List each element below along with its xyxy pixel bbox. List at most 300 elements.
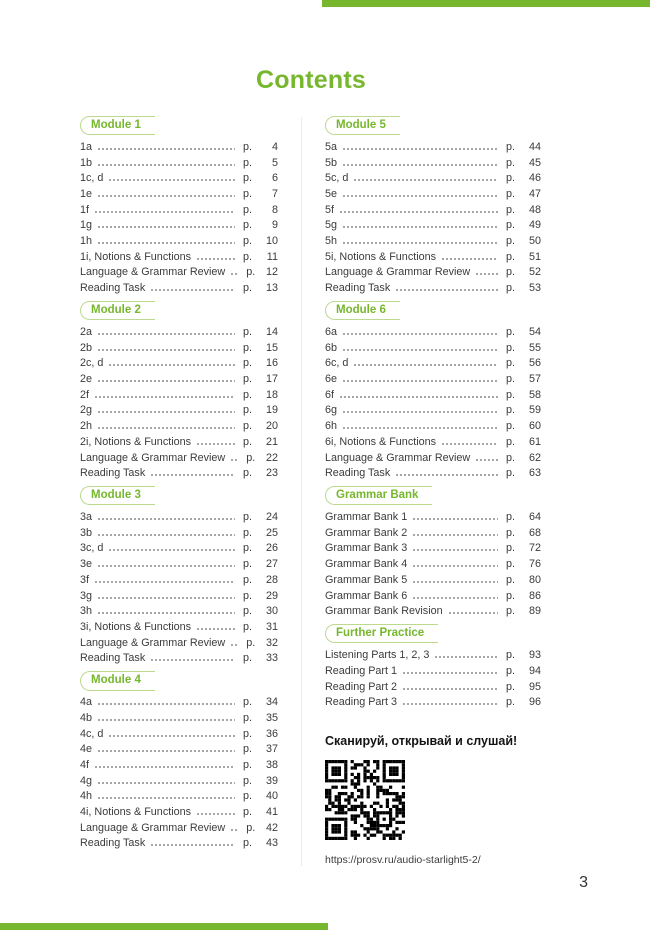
page-prefix: p. (506, 605, 516, 618)
entry-label: Grammar Bank Revision (325, 605, 443, 618)
dotted-leader (97, 164, 235, 166)
module-heading: Module 1 (80, 116, 155, 135)
dotted-leader (108, 179, 235, 181)
entry-page-number: 35 (265, 711, 278, 724)
toc-entry (80, 586, 278, 602)
toc-entry (325, 137, 541, 153)
entry-label: 6c, d (325, 357, 349, 370)
toc-entry (325, 507, 541, 523)
toc-entry (325, 231, 541, 247)
dotted-leader (402, 703, 498, 705)
entry-label: Grammar Bank 2 (325, 526, 408, 539)
audio-url: https://prosv.ru/audio-starlight5-2/ (325, 854, 481, 867)
dotted-leader (342, 164, 498, 166)
entry-label: 1i, Notions & Functions (80, 250, 192, 263)
entry-label: 1b (80, 156, 93, 169)
page-prefix: p. (243, 203, 253, 216)
toc-entry (325, 200, 541, 216)
entry-page-number: 68 (528, 526, 541, 539)
entry-page-number: 53 (528, 282, 541, 295)
dotted-leader (342, 195, 498, 197)
dotted-leader (342, 242, 498, 244)
page-prefix: p. (506, 420, 516, 433)
entry-page-number: 33 (265, 652, 278, 665)
entry-label: 5f (325, 203, 335, 216)
toc-entry (325, 247, 541, 263)
toc-section (325, 115, 541, 294)
entry-page-number: 42 (265, 821, 278, 834)
toc-entry (325, 464, 541, 480)
dotted-leader (412, 565, 498, 567)
entry-label: 3a (80, 511, 93, 524)
entry-label: 4g (80, 774, 93, 787)
toc-entry (80, 740, 278, 756)
page-prefix: p. (246, 636, 256, 649)
dotted-leader (97, 349, 235, 351)
page-prefix: p. (243, 435, 253, 448)
entry-page-number: 80 (528, 573, 541, 586)
entry-page-number: 26 (265, 542, 278, 555)
entry-page-number: 21 (265, 435, 278, 448)
page-prefix: p. (506, 696, 516, 709)
toc-entry (80, 633, 278, 649)
dotted-leader (441, 443, 498, 445)
entry-page-number: 9 (271, 219, 278, 232)
dotted-leader (97, 797, 235, 799)
entry-page-number: 7 (271, 187, 278, 200)
entry-label: 5e (325, 187, 338, 200)
audio-heading: Сканируй, открывай и слушай! (325, 734, 518, 749)
toc-entry (80, 649, 278, 665)
page-prefix: p. (243, 790, 253, 803)
page-prefix: p. (243, 727, 253, 740)
entry-page-number: 50 (528, 235, 541, 248)
dotted-leader (230, 644, 238, 646)
page-prefix: p. (243, 140, 253, 153)
entry-label: 2e (80, 373, 93, 386)
page-number: 3 (579, 874, 588, 891)
toc-entry (80, 617, 278, 633)
dotted-leader (441, 258, 498, 260)
page-prefix: p. (243, 837, 253, 850)
entry-label: Language & Grammar Review (325, 451, 471, 464)
toc-entry (325, 354, 541, 370)
entry-page-number: 43 (265, 837, 278, 850)
page-prefix: p. (243, 420, 253, 433)
entry-page-number: 56 (528, 357, 541, 370)
entry-page-number: 29 (265, 589, 278, 602)
toc-entry (80, 200, 278, 216)
page-prefix: p. (506, 649, 516, 662)
entry-page-number: 20 (265, 420, 278, 433)
entry-label: 1a (80, 140, 93, 153)
module-heading: Grammar Bank (325, 486, 432, 505)
dotted-leader (475, 459, 498, 461)
entry-page-number: 18 (265, 388, 278, 401)
toc-section (80, 485, 278, 664)
dotted-leader (230, 273, 238, 275)
entry-label: Grammar Bank 1 (325, 511, 408, 524)
dotted-leader (97, 226, 235, 228)
entry-page-number: 13 (265, 282, 278, 295)
entry-label: Reading Part 3 (325, 696, 398, 709)
entry-page-number: 58 (528, 388, 541, 401)
toc-entry (80, 184, 278, 200)
toc-entry (325, 338, 541, 354)
entry-page-number: 34 (265, 696, 278, 709)
page-prefix: p. (243, 187, 253, 200)
page-prefix: p. (243, 467, 253, 480)
entry-page-number: 96 (528, 696, 541, 709)
toc-section (325, 485, 541, 617)
toc-entry (325, 369, 541, 385)
dotted-leader (342, 427, 498, 429)
entry-page-number: 30 (265, 605, 278, 618)
toc-entry (80, 278, 278, 294)
page-prefix: p. (506, 467, 516, 480)
page-prefix: p. (506, 172, 516, 185)
toc-entry (80, 263, 278, 279)
toc-entry (325, 153, 541, 169)
dotted-leader (412, 597, 498, 599)
dotted-leader (97, 612, 235, 614)
entry-page-number: 32 (265, 636, 278, 649)
entry-page-number: 41 (265, 806, 278, 818)
entry-label: 4a (80, 696, 93, 709)
dotted-leader (108, 735, 235, 737)
audio-block (325, 734, 541, 866)
dotted-leader (97, 719, 235, 721)
entry-label: 5b (325, 156, 338, 169)
entry-page-number: 38 (265, 758, 278, 771)
entry-label: Reading Task (325, 282, 391, 295)
page-prefix: p. (243, 219, 253, 232)
toc-entry (80, 416, 278, 432)
entry-label: 4h (80, 790, 93, 803)
page-prefix: p. (506, 451, 516, 464)
dotted-leader (196, 443, 235, 445)
entry-label: 3g (80, 589, 93, 602)
entry-label: 6h (325, 420, 338, 433)
toc-entry (80, 169, 278, 185)
dotted-leader (196, 813, 235, 815)
dotted-leader (108, 549, 235, 551)
entry-label: Reading Part 2 (325, 680, 398, 693)
dotted-leader (97, 518, 235, 520)
entry-page-number: 54 (528, 326, 541, 338)
entry-label: 5a (325, 140, 338, 153)
toc-entry (325, 693, 541, 709)
dotted-leader (230, 829, 238, 831)
toc-entry (325, 645, 541, 661)
entry-page-number: 24 (265, 511, 278, 524)
entry-page-number: 47 (528, 187, 541, 200)
entry-label: 3h (80, 605, 93, 618)
toc-entry (325, 385, 541, 401)
entry-page-number: 61 (528, 435, 541, 448)
entry-page-number: 86 (528, 589, 541, 602)
dotted-leader (94, 211, 235, 213)
entry-page-number: 27 (265, 558, 278, 571)
page-prefix: p. (243, 373, 253, 386)
entry-label: Reading Task (325, 467, 391, 480)
dotted-leader (412, 534, 498, 536)
page-prefix: p. (506, 388, 516, 401)
entry-label: 3e (80, 558, 93, 571)
dotted-leader (94, 396, 235, 398)
entry-label: 2c, d (80, 357, 104, 370)
dotted-leader (97, 427, 235, 429)
entry-label: 5g (325, 219, 338, 232)
entry-label: Language & Grammar Review (80, 636, 226, 649)
entry-page-number: 37 (265, 743, 278, 756)
page-prefix: p. (506, 573, 516, 586)
dotted-leader (196, 258, 235, 260)
page-prefix: p. (243, 558, 253, 571)
page-prefix: p. (243, 573, 253, 586)
page-prefix: p. (243, 250, 253, 263)
dotted-leader (412, 549, 498, 551)
toc-entry (80, 231, 278, 247)
module-heading: Module 6 (325, 301, 400, 320)
toc-entry (80, 787, 278, 803)
entry-label: 2b (80, 341, 93, 354)
dotted-leader (97, 750, 235, 752)
entry-label: 6a (325, 326, 338, 338)
page-title: Contents (256, 66, 366, 94)
toc-entry (80, 523, 278, 539)
entry-label: 4b (80, 711, 93, 724)
entry-label: 3i, Notions & Functions (80, 620, 192, 633)
page-prefix: p. (243, 388, 253, 401)
toc-entry (80, 818, 278, 834)
page-prefix: p. (243, 806, 253, 818)
dotted-leader (412, 518, 498, 520)
qr-code (325, 760, 405, 840)
toc-entry (325, 322, 541, 338)
toc-entry (325, 677, 541, 693)
entry-page-number: 57 (528, 373, 541, 386)
page-prefix: p. (243, 774, 253, 787)
toc-entry (325, 539, 541, 555)
dotted-leader (402, 688, 498, 690)
toc-entry (325, 169, 541, 185)
dotted-leader (196, 628, 235, 630)
dotted-leader (342, 380, 498, 382)
page-prefix: p. (243, 172, 253, 185)
column-divider (301, 117, 302, 866)
toc-entry (325, 448, 541, 464)
page-prefix: p. (506, 203, 516, 216)
page-prefix: p. (506, 511, 516, 524)
page-prefix: p. (506, 435, 516, 448)
entry-label: Grammar Bank 5 (325, 573, 408, 586)
entry-page-number: 76 (528, 558, 541, 571)
page-prefix: p. (243, 605, 253, 618)
page-prefix: p. (243, 758, 253, 771)
toc-entry (325, 602, 541, 618)
module-heading: Further Practice (325, 624, 438, 643)
dotted-leader (97, 195, 235, 197)
entry-label: 3f (80, 573, 90, 586)
page-prefix: p. (506, 235, 516, 248)
page-prefix: p. (243, 156, 253, 169)
entry-page-number: 14 (265, 326, 278, 338)
toc-entry (80, 137, 278, 153)
toc-entry (80, 771, 278, 787)
dotted-leader (339, 396, 498, 398)
entry-label: 5c, d (325, 172, 349, 185)
dotted-leader (342, 226, 498, 228)
entry-label: Reading Task (80, 282, 146, 295)
page-prefix: p. (506, 373, 516, 386)
page-prefix: p. (506, 341, 516, 354)
page-prefix: p. (243, 589, 253, 602)
module-heading: Module 5 (325, 116, 400, 135)
page-prefix: p. (243, 282, 253, 295)
entry-page-number: 62 (528, 451, 541, 464)
entry-page-number: 51 (528, 250, 541, 263)
dotted-leader (395, 289, 498, 291)
entry-label: 4f (80, 758, 90, 771)
entry-label: 3b (80, 526, 93, 539)
page-prefix: p. (506, 140, 516, 153)
dotted-leader (342, 349, 498, 351)
entry-label: 6i, Notions & Functions (325, 435, 437, 448)
entry-label: Reading Task (80, 467, 146, 480)
toc-entry (325, 401, 541, 417)
toc-entry (80, 432, 278, 448)
page-prefix: p. (506, 187, 516, 200)
toc-entry (80, 755, 278, 771)
dotted-leader (475, 273, 498, 275)
dotted-leader (97, 380, 235, 382)
left-column (80, 115, 278, 866)
toc-entry (325, 586, 541, 602)
module-heading: Module 4 (80, 671, 155, 690)
entry-label: Grammar Bank 6 (325, 589, 408, 602)
toc-entry (325, 432, 541, 448)
right-column (325, 115, 541, 866)
entry-label: 6g (325, 404, 338, 417)
page-prefix: p. (506, 357, 516, 370)
entry-label: 4e (80, 743, 93, 756)
toc-section (80, 115, 278, 294)
entry-page-number: 72 (528, 542, 541, 555)
page-prefix: p. (506, 156, 516, 169)
dotted-leader (342, 411, 498, 413)
contents-columns (80, 115, 541, 866)
entry-page-number: 19 (265, 404, 278, 417)
entry-label: 3c, d (80, 542, 104, 555)
dotted-leader (448, 612, 498, 614)
entry-page-number: 63 (528, 467, 541, 480)
dotted-leader (108, 364, 235, 366)
entry-label: Language & Grammar Review (325, 266, 471, 279)
entry-label: Reading Task (80, 652, 146, 665)
page-prefix: p. (243, 711, 253, 724)
dotted-leader (230, 459, 238, 461)
page-prefix: p. (506, 219, 516, 232)
entry-page-number: 11 (266, 250, 278, 263)
page-prefix: p. (243, 652, 253, 665)
entry-page-number: 6 (271, 172, 278, 185)
dotted-leader (434, 656, 498, 658)
entry-label: Language & Grammar Review (80, 821, 226, 834)
dotted-leader (97, 703, 235, 705)
dotted-leader (339, 211, 498, 213)
toc-entry (80, 834, 278, 850)
module-heading: Module 3 (80, 486, 155, 505)
entry-page-number: 95 (528, 680, 541, 693)
entry-label: Language & Grammar Review (80, 451, 226, 464)
toc-entry (80, 554, 278, 570)
page-prefix: p. (243, 235, 253, 248)
page-prefix: p. (506, 680, 516, 693)
entry-page-number: 31 (265, 620, 278, 633)
entry-label: 5h (325, 235, 338, 248)
page-prefix: p. (243, 620, 253, 633)
toc-entry (325, 570, 541, 586)
entry-page-number: 46 (528, 172, 541, 185)
toc-entry (325, 554, 541, 570)
dotted-leader (150, 289, 235, 291)
entry-label: 1h (80, 235, 93, 248)
dotted-leader (94, 581, 235, 583)
entry-page-number: 93 (528, 649, 541, 662)
right-column-sections (325, 115, 541, 708)
toc-entry (80, 448, 278, 464)
dotted-leader (97, 782, 235, 784)
entry-page-number: 49 (528, 219, 541, 232)
entry-page-number: 44 (528, 140, 541, 153)
toc-entry (80, 247, 278, 263)
page-prefix: p. (243, 326, 253, 338)
page-prefix: p. (506, 558, 516, 571)
page-prefix: p. (243, 696, 253, 709)
entry-page-number: 8 (271, 203, 278, 216)
entry-label: 2a (80, 326, 93, 338)
entry-page-number: 45 (528, 156, 541, 169)
dotted-leader (94, 766, 235, 768)
page-prefix: p. (506, 542, 516, 555)
toc-entry (80, 724, 278, 740)
page-prefix: p. (246, 266, 256, 279)
toc-entry (80, 385, 278, 401)
entry-label: 2g (80, 404, 93, 417)
toc-entry (80, 570, 278, 586)
page-prefix: p. (506, 526, 516, 539)
toc-entry (80, 354, 278, 370)
dotted-leader (97, 333, 235, 335)
dotted-leader (150, 474, 235, 476)
entry-page-number: 55 (528, 341, 541, 354)
entry-label: 1f (80, 203, 90, 216)
dotted-leader (342, 148, 498, 150)
entry-label: Language & Grammar Review (80, 266, 226, 279)
entry-label: 4c, d (80, 727, 104, 740)
toc-entry (80, 338, 278, 354)
toc-entry (325, 263, 541, 279)
entry-page-number: 94 (528, 664, 541, 677)
toc-section (80, 670, 278, 849)
entry-page-number: 64 (528, 511, 541, 524)
page-prefix: p. (506, 266, 516, 279)
page-prefix: p. (506, 589, 516, 602)
dotted-leader (342, 333, 498, 335)
toc-entry (325, 278, 541, 294)
entry-page-number: 48 (528, 203, 541, 216)
